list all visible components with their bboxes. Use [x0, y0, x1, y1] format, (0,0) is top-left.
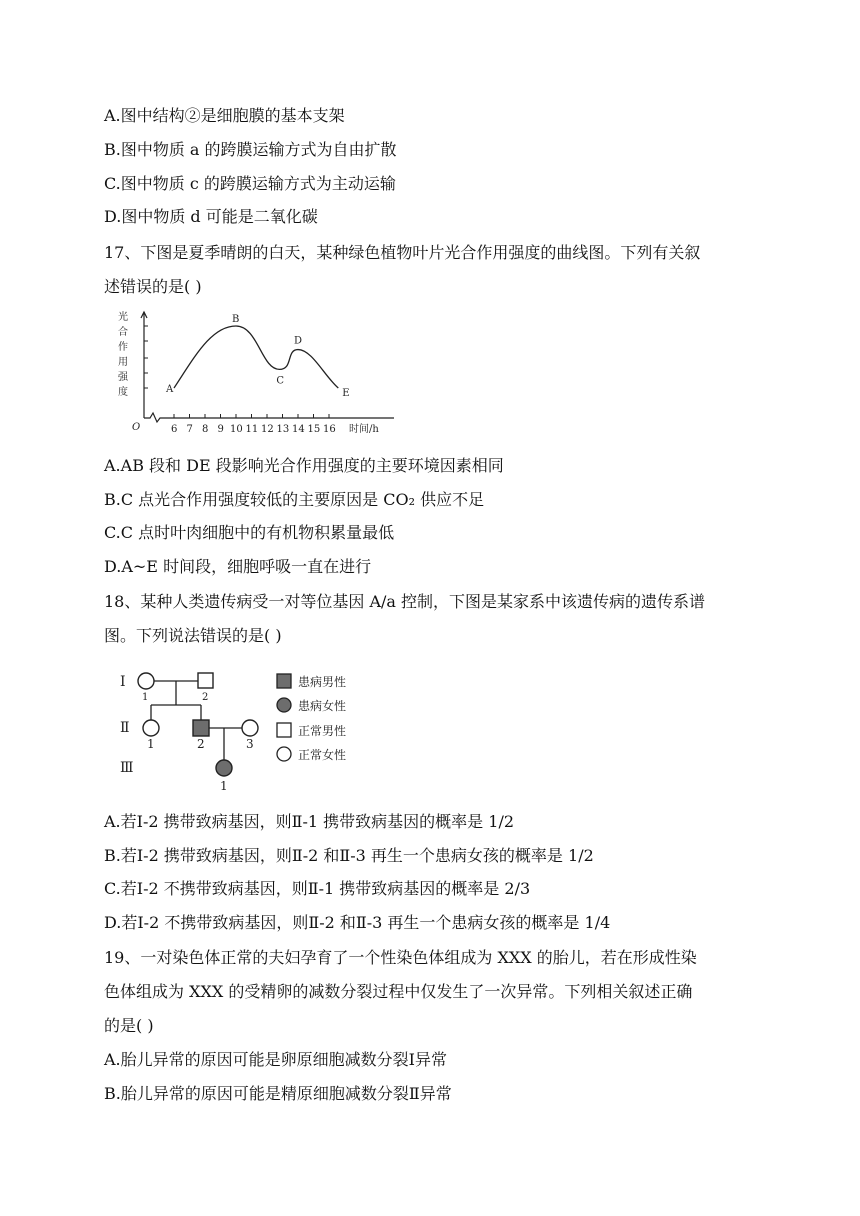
q19-stem-line2: 色体组成为 XXX 的受精卵的减数分裂过程中仅发生了一次异常。下列相关叙述正确 [104, 982, 693, 1001]
x-tick-label: 9 [217, 424, 224, 435]
origin-label: O [132, 422, 141, 433]
q19-stem-line1: 19、一对染色体正常的夫妇孕育了一个性染色体组成为 XXX 的胎儿，若在形成性染 [104, 948, 697, 967]
point-label-e: E [342, 388, 350, 399]
legend-normal-male-symbol [277, 723, 291, 737]
I2-number: 2 [202, 692, 209, 703]
q18-option-d: D.若Ⅰ-2 不携带致病基因，则Ⅱ-2 和Ⅱ-3 再生一个患病女孩的概率是 1/4 [104, 913, 611, 932]
q16-option-c: C.图中物质 c 的跨膜运输方式为主动运输 [104, 174, 396, 193]
II3-normal-female-symbol [242, 720, 258, 736]
q18-option-a: A.若Ⅰ-2 携带致病基因，则Ⅱ-1 携带致病基因的概率是 1/2 [104, 812, 515, 831]
q17-option-a: A.AB 段和 DE 段影响光合作用强度的主要环境因素相同 [104, 456, 504, 475]
q18-option-b: B.若Ⅰ-2 携带致病基因，则Ⅱ-2 和Ⅱ-3 再生一个患病女孩的概率是 1/2 [104, 846, 594, 865]
II1-normal-female-symbol [143, 720, 159, 736]
II1-number: 1 [147, 737, 155, 751]
q18-option-c: C.若Ⅰ-2 不携带致病基因，则Ⅱ-1 携带致病基因的概率是 2/3 [104, 879, 531, 898]
x-tick-label: 12 [261, 424, 274, 435]
q17-option-c: C.C 点时叶肉细胞中的有机物积累量最低 [104, 523, 395, 542]
point-label-c: C [276, 375, 285, 387]
x-tick-label: 6 [171, 424, 178, 435]
point-label-b: B [232, 314, 240, 325]
q16-option-d: D.图中物质 d 可能是二氧化碳 [104, 207, 318, 226]
I1-number: 1 [142, 692, 149, 703]
I1-normal-female-symbol [138, 673, 154, 689]
y-axis-label-char: 光 [118, 312, 128, 323]
x-tick-label: 8 [202, 424, 209, 435]
II3-number: 3 [246, 737, 254, 751]
q16-option-b: B.图中物质 a 的跨膜运输方式为自由扩散 [104, 140, 397, 159]
q17-option-d: D.A~E 时间段，细胞呼吸一直在进行 [104, 557, 372, 576]
y-axis-label-char: 强 [118, 372, 128, 383]
gen-label-2: Ⅱ [120, 720, 130, 736]
x-axis-label: 时间/h [349, 424, 379, 435]
x-axis-line [144, 413, 394, 422]
x-tick-label: 15 [307, 424, 321, 435]
II2-affected-male-symbol [193, 720, 209, 736]
x-tick-label: 11 [245, 424, 259, 435]
x-tick-label: 13 [276, 424, 290, 435]
y-axis-label-char: 合 [118, 327, 128, 338]
legend-affected-male-symbol [277, 674, 291, 688]
q19-option-a: A.胎儿异常的原因可能是卵原细胞减数分裂Ⅰ异常 [104, 1050, 447, 1069]
I2-normal-male-symbol [198, 673, 213, 688]
q19-stem-line3: 的是( ) [104, 1016, 154, 1035]
q18-stem-line2: 图。下列说法错误的是( ) [104, 626, 282, 645]
legend-affected-female-symbol [277, 698, 291, 712]
q19-option-b: B.胎儿异常的原因可能是精原细胞减数分裂Ⅱ异常 [104, 1084, 452, 1103]
point-label-a: A [166, 384, 174, 395]
y-axis-label-char: 作 [118, 342, 128, 353]
legend-normal-female-label: 正常女性 [298, 748, 347, 762]
gen-label-3: Ⅲ [120, 760, 134, 776]
q18-stem-line1: 18、某种人类遗传病受一对等位基因 A/a 控制，下图是某家系中该遗传病的遗传系谱 [104, 592, 706, 611]
II2-number: 2 [197, 737, 205, 751]
x-tick-label: 16 [323, 424, 336, 435]
point-label-d: D [294, 335, 303, 347]
III1-number: 1 [220, 779, 228, 793]
x-tick-label: 14 [292, 424, 305, 435]
q17-stem-line2: 述错误的是( ) [104, 277, 202, 296]
x-tick-label: 10 [230, 424, 243, 435]
x-tick-label: 7 [186, 424, 193, 435]
q17-option-b: B.C 点光合作用强度较低的主要原因是 CO₂ 供应不足 [104, 490, 485, 509]
legend-normal-female-symbol [277, 747, 291, 761]
q16-option-a: A.图中结构②是细胞膜的基本支架 [104, 106, 345, 125]
III1-affected-female-symbol [216, 760, 232, 776]
q17-stem-line1: 17、下图是夏季晴朗的白天，某种绿色植物叶片光合作用强度的曲线图。下列有关叙 [104, 243, 701, 262]
gen-label-1: Ⅰ [120, 674, 126, 690]
pedigree-figure [104, 656, 374, 796]
photosynthesis-curve-figure [104, 308, 394, 443]
legend-affected-male-label: 患病男性 [298, 675, 347, 689]
y-axis-label-char: 用 [118, 357, 128, 368]
y-axis-label-char: 度 [118, 387, 128, 398]
photosynthesis-curve [174, 326, 338, 388]
legend-normal-male-label: 正常男性 [298, 724, 347, 738]
legend-affected-female-label: 患病女性 [298, 699, 347, 713]
